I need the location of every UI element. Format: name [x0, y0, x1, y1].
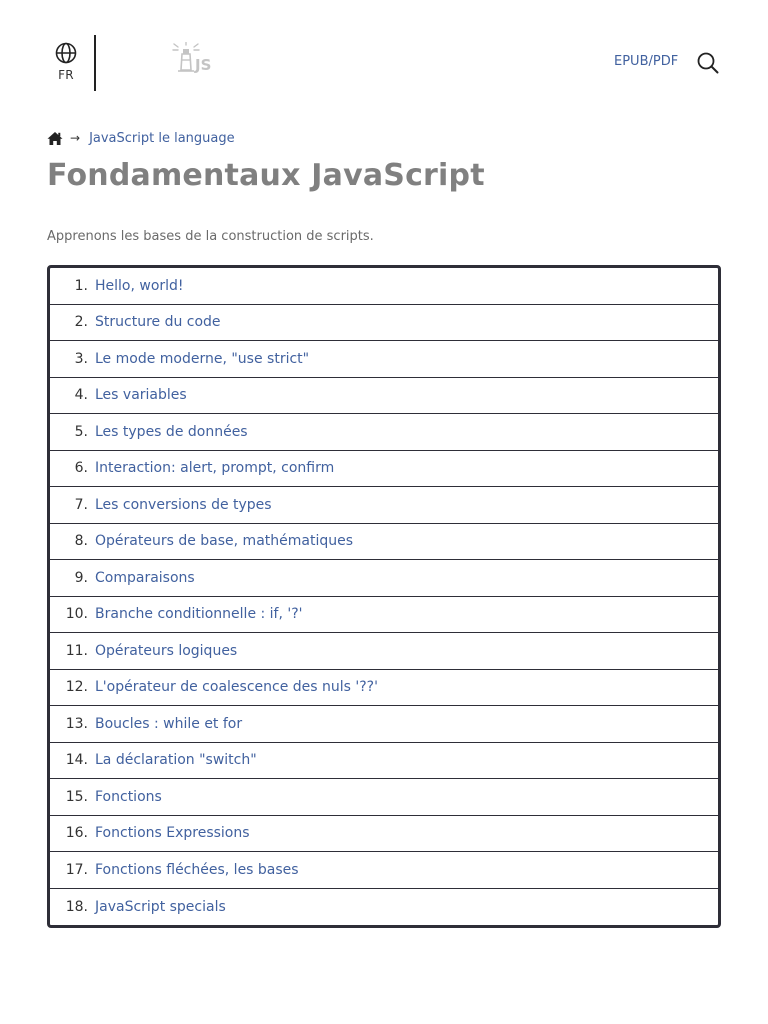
toc-number: 17. [65, 861, 88, 878]
toc-link[interactable]: JavaScript specials [95, 898, 226, 915]
toc-link[interactable]: Opérateurs de base, mathématiques [95, 533, 354, 550]
toc-item [50, 706, 718, 743]
toc-number: 7. [74, 496, 88, 513]
toc-link[interactable]: Le mode moderne, "use strict" [95, 350, 310, 367]
language-label: FR [58, 68, 74, 82]
toc-number: 8. [74, 533, 88, 550]
site-header [0, 0, 768, 120]
toc-number: 16. [65, 825, 88, 842]
toc-link[interactable]: Fonctions Expressions [95, 825, 250, 842]
site-logo[interactable] [170, 42, 226, 74]
toc-link[interactable]: Hello, world! [95, 277, 184, 294]
toc-link[interactable]: Interaction: alert, prompt, confirm [95, 460, 335, 477]
toc-number: 12. [65, 679, 88, 696]
toc-number: 3. [74, 350, 88, 367]
search-button[interactable] [696, 51, 720, 75]
logo-text: JS [195, 56, 212, 74]
page-title: Fondamentaux JavaScript [47, 158, 485, 193]
toc-link[interactable]: Fonctions [95, 788, 162, 805]
toc-link[interactable]: Branche conditionnelle : if, '?' [95, 606, 303, 623]
toc-item [50, 268, 718, 305]
toc-link[interactable]: Fonctions fléchées, les bases [95, 861, 299, 878]
toc-link[interactable]: Opérateurs logiques [95, 642, 238, 659]
toc-item [50, 816, 718, 853]
toc-item [50, 889, 718, 926]
toc-number: 10. [65, 606, 88, 623]
toc-item [50, 633, 718, 670]
toc-number: 1. [74, 277, 88, 294]
toc-link[interactable]: Comparaisons [95, 569, 195, 586]
toc-number: 6. [74, 460, 88, 477]
table-of-contents [47, 265, 721, 928]
toc-number: 11. [65, 642, 88, 659]
toc-item [50, 779, 718, 816]
header-divider [94, 35, 96, 91]
toc-item [50, 305, 718, 342]
home-icon[interactable] [47, 131, 63, 146]
toc-number: 2. [74, 314, 88, 331]
toc-item [50, 378, 718, 415]
toc-link[interactable]: L'opérateur de coalescence des nuls '??' [95, 679, 378, 696]
breadcrumb-link[interactable]: JavaScript le language [89, 130, 235, 146]
toc-item [50, 341, 718, 378]
toc-number: 18. [65, 898, 88, 915]
toc-item [50, 743, 718, 780]
epub-pdf-link[interactable]: EPUB/PDF [614, 54, 679, 69]
toc-link[interactable]: Boucles : while et for [95, 715, 243, 732]
toc-link[interactable]: Les conversions de types [95, 496, 272, 513]
toc-item [50, 451, 718, 488]
toc-item [50, 597, 718, 634]
toc-number: 15. [65, 788, 88, 805]
toc-link[interactable]: Les variables [95, 387, 187, 404]
toc-number: 5. [74, 423, 88, 440]
toc-link[interactable]: Structure du code [95, 314, 221, 331]
toc-link[interactable]: Les types de données [95, 423, 248, 440]
lighthouse-logo-icon [170, 42, 226, 74]
toc-link[interactable]: La déclaration "switch" [95, 752, 257, 769]
search-icon [696, 51, 720, 75]
breadcrumb [47, 129, 235, 147]
globe-icon [55, 42, 77, 64]
toc-number: 9. [74, 569, 88, 586]
toc-item [50, 670, 718, 707]
toc-item [50, 524, 718, 561]
toc-item [50, 852, 718, 889]
toc-item [50, 414, 718, 451]
toc-number: 13. [65, 715, 88, 732]
page-subtitle: Apprenons les bases de la construction de scripts. [47, 229, 374, 244]
language-switcher[interactable] [48, 42, 84, 82]
toc-number: 14. [65, 752, 88, 769]
toc-item [50, 560, 718, 597]
breadcrumb-separator: → [70, 131, 81, 145]
toc-item [50, 487, 718, 524]
toc-number: 4. [74, 387, 88, 404]
